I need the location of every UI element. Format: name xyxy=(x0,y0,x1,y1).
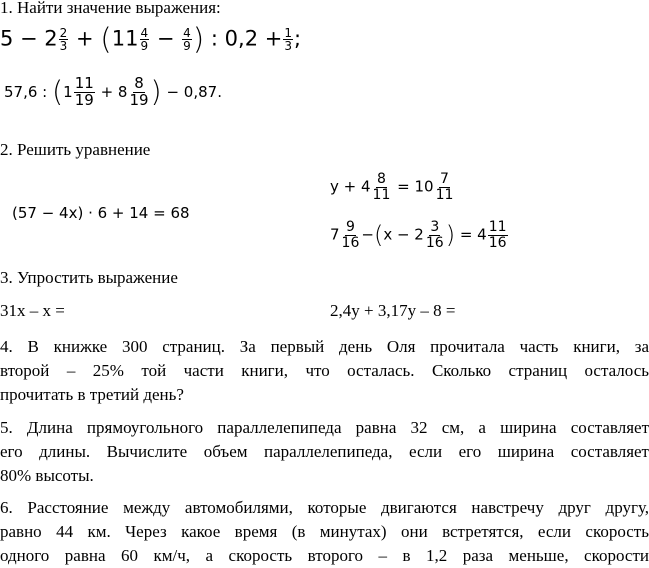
task4-line-3: прочитать в третий день? xyxy=(0,385,184,404)
task5-line-1: 5. Длина прямоугольного параллелепипеда равна 32 см, а ширина составляет xyxy=(0,418,649,437)
task6-line-1: 6. Расстояние между автомобилями, которые двигаются навстречу друг другу, xyxy=(0,498,649,517)
task5-line-3: 80% высоты. xyxy=(0,466,94,485)
task5-line-2: его длины. Вычислите объем параллелепипеда, если его ширина составляет xyxy=(0,442,649,461)
task2-equation-3: 7 $\frac{9}{16}$ −(x − 2 $\frac{3}{16}$ ) = 4 $\frac{11}{16}$ xyxy=(330,219,507,251)
task3-expression-b: 2,4y + 3,17y – 8 = xyxy=(330,301,456,320)
task2-equation-1: (57 − 4x) · 6 + 14 = 68 xyxy=(12,204,190,222)
task6-text xyxy=(0,496,649,568)
task6-line-3: одного равна 60 км/ч, а скорость второго – в 1,2 раза меньше, скорости xyxy=(0,546,649,565)
task3-title: 3. Упростить выражение xyxy=(0,268,178,287)
task4-line-1: 4. В книжке 300 страниц. За первый день Оля прочитала часть книги, за xyxy=(0,337,649,356)
task3-expression-a: 31x – x = xyxy=(0,301,65,320)
task1-title: 1. Найти значение выражения: xyxy=(0,0,221,17)
task4-line-2: второй – 25% той части книги, что осталась. Сколько страниц осталось xyxy=(0,361,649,380)
task2-equation-2: y + 4 $\frac{8}{11}$ = 10 $\frac{7}{11}$ xyxy=(330,171,454,203)
task1-expression-1: 5 − 2 $\frac{2}{3}$ + (11 $\frac{4}{9}$ − $\frac{4}{9}$ ) : 0,2 + $\frac{1}{3}$ ; xyxy=(0,22,302,56)
task1-expression-2: 57,6 : (1 $\frac{11}{19}$ + 8 $\frac{8}{19}$ ) − 0,87. xyxy=(4,74,222,109)
task5-text xyxy=(0,416,649,488)
task4-text xyxy=(0,335,649,407)
task6-line-2: равно 44 км. Через какое время (в минутах) они встретятся, если скорость xyxy=(0,522,649,541)
task2-title: 2. Решить уравнение xyxy=(0,140,151,159)
